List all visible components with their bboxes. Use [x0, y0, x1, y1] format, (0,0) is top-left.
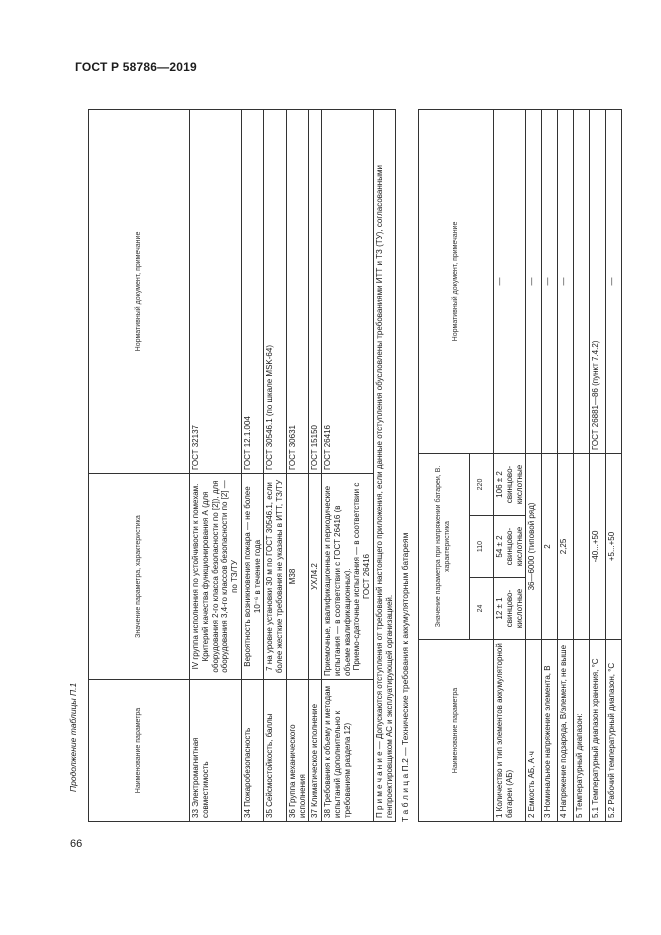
row-name: 33 Электромагнитная совместимость [190, 680, 242, 822]
col-voltage-220: 220 [470, 453, 494, 515]
row-doc: ГОСТ 26416 [322, 110, 374, 474]
row-name: 34 Пожаробезопасность [241, 680, 264, 822]
row-doc: — [526, 109, 542, 453]
row-value: IV группа исполнения по устойчивости к помехам. Критерий качества функционирования А (для оборудования 2-го класса безопасности по [2]), для оборудования 3,4-го классов безопасности по [2] — по ТЗ/ТУ [190, 474, 242, 680]
table-row [574, 109, 590, 821]
row-value-part2: Приемо-сдаточные испытания — в соответствии с ГОСТ 26416 [352, 482, 371, 671]
row-name: 35 Сейсмостойкость, баллы [264, 680, 287, 822]
table-row [590, 109, 606, 821]
row-doc: ГОСТ 26881—86 (пункт 7.4.2) [590, 109, 606, 453]
row-name: 36 Группа механического исполнения [286, 680, 309, 822]
col-value-group: Значение параметра при напряжении батареи, В. характеристика [419, 453, 470, 639]
table1-header-row [89, 110, 190, 822]
col-param-name: Наименование параметра [89, 680, 190, 822]
row-name: 2 Емкость АБ, А·ч [526, 640, 542, 822]
table-row [241, 110, 264, 822]
row-doc: ГОСТ 30546.1 (по шкале MSK-64) [264, 110, 287, 474]
table2-header-row [419, 109, 470, 821]
table-row [558, 109, 574, 821]
row-name: 1 Количество и тип элементов аккумуляторной батареи (АБ) [494, 640, 526, 822]
table-row [286, 110, 309, 822]
row-doc: ГОСТ 30631 [286, 110, 309, 474]
row-value: 7 на уровне установки 30 м по ГОСТ 30546.1, если более жесткие требования не указаны в ИТТ, ТЗ/ТУ [264, 474, 287, 680]
row-doc: ГОСТ 12.1.004 [241, 110, 264, 474]
table-row [526, 109, 542, 821]
row-doc: — [558, 109, 574, 453]
table-row [264, 110, 287, 822]
row-doc: ГОСТ 32137 [190, 110, 242, 474]
row-name: 4 Напряжение подзаряда, В/элемент, не выше [558, 640, 574, 822]
col-param-name: Наименование параметра [419, 640, 494, 822]
value-24 [494, 578, 526, 640]
col-norm-doc: Нормативный документ, примечание [419, 109, 494, 453]
value-220-type: свинцово-кислотные [504, 464, 524, 505]
row-name: 5.1 Температурный диапазон хранения, °С [590, 640, 606, 822]
row-value: 36—6000 (типовой ряд) [526, 453, 542, 639]
value-110 [494, 516, 526, 578]
table-note: П р и м е ч а н и е — Допускаются отступления от требований настоящего приложения, если данные отступления обусловлены требованиями ИТТ и ТЗ (ТУ), согласованными генпроектировщиком АС и эксплуатирующей организацией. [373, 110, 396, 822]
table-row [606, 109, 622, 821]
value-220 [494, 453, 526, 515]
row-value: М38 [286, 474, 309, 680]
col-norm-doc: Нормативный документ, примечание [89, 110, 190, 474]
row-doc: — [606, 109, 622, 453]
value-110-count: 54 ± 2 [495, 535, 504, 558]
table-row [190, 110, 242, 822]
row-value [574, 453, 590, 639]
col-voltage-110: 110 [470, 516, 494, 578]
table-note-row [373, 110, 396, 822]
value-24-count: 12 ± 1 [495, 597, 504, 620]
value-24-type: свинцово-кислотные [504, 588, 524, 629]
table-p2-batteries [418, 109, 622, 822]
value-110-type: свинцово-кислотные [504, 526, 524, 567]
col-voltage-24: 24 [470, 578, 494, 640]
table-p1-continuation [88, 109, 396, 822]
table2-caption: Т а б л и ц а П.2 — Технические требования к аккумуляторным батареям [400, 532, 410, 822]
row-doc: — [494, 109, 526, 453]
table-row [494, 109, 526, 821]
row-name: 3 Номинальное напряжение элемента, В [542, 640, 558, 822]
table-row [309, 110, 322, 822]
row-name: 5 Температурный диапазон: [574, 640, 590, 822]
row-doc: ГОСТ 15150 [309, 110, 322, 474]
table-row [322, 110, 374, 822]
row-value [322, 474, 374, 680]
row-name: 37 Климатическое исполнение [309, 680, 322, 822]
row-value: Вероятность возникновения пожара — не более 10⁻⁶ в течение года [241, 474, 264, 680]
document-header-title: ГОСТ Р 58786—2019 [75, 60, 197, 74]
page-number: 66 [70, 838, 83, 850]
row-value: УХЛ4.2 [309, 474, 322, 680]
row-value-part1: Приемочные, квалификационные и периодические испытания — в соответствии с ГОСТ 26416 (в объеме квалификационных). [323, 485, 352, 676]
row-doc [574, 109, 590, 453]
table1-caption: Продолжение таблицы П.1 [68, 682, 78, 792]
row-value: +5...+50 [606, 453, 622, 639]
col-param-value: Значение параметра, характеристика [89, 474, 190, 680]
row-value: 2,25 [558, 453, 574, 639]
row-value: 2 [542, 453, 558, 639]
row-name: 38 Требования к объему и методам испытаний (дополнительно к требованиям раздела 12) [322, 680, 374, 822]
row-doc: — [542, 109, 558, 453]
table-row [542, 109, 558, 821]
value-220-count: 106 ± 2 [495, 471, 504, 498]
row-value: -40...+50 [590, 453, 606, 639]
row-name: 5.2 Рабочий температурный диапазон, °С [606, 640, 622, 822]
rotated-page-content [66, 82, 617, 822]
